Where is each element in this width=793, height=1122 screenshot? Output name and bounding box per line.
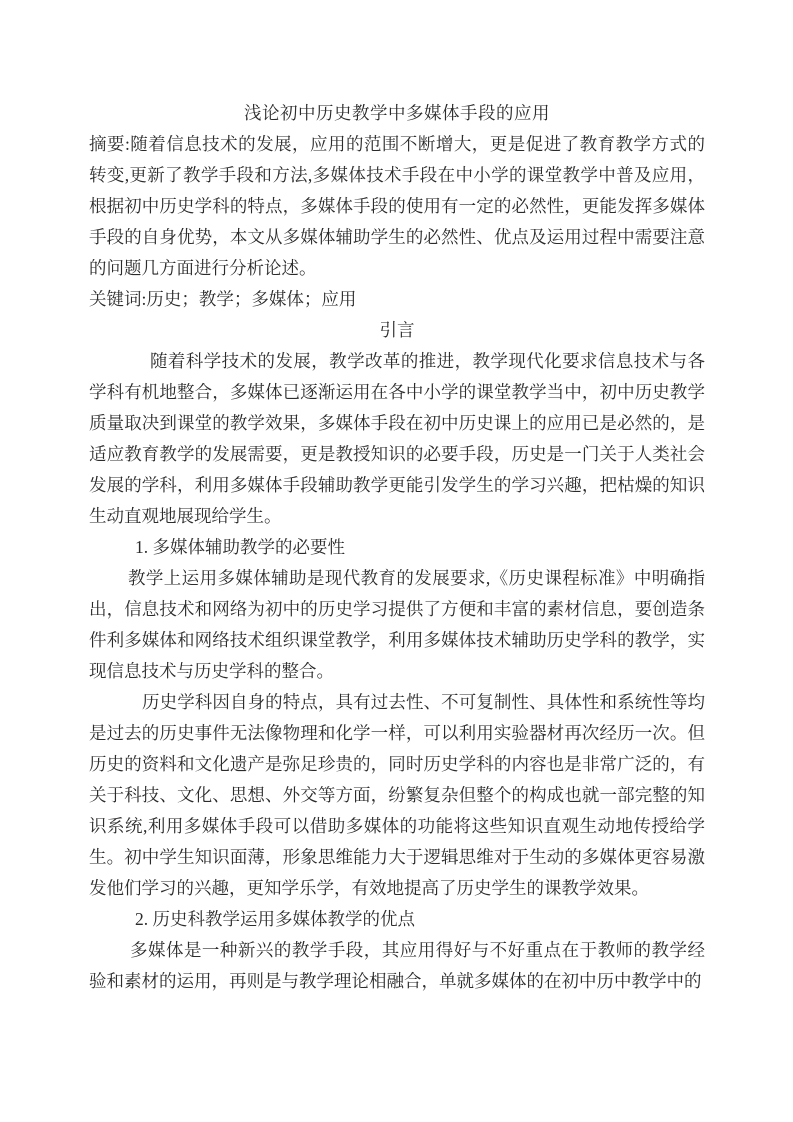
introduction-paragraph: 随着科学技术的发展，教学改革的推进，教学现代化要求信息技术与各学科有机地整合，多媒体已逐渐运用在各中小学的课堂教学当中，初中历史教学质量取决到课堂的教学效果，多媒体手段在初中历史课上的应用已是必然的，是适应教育教学的发展需要，更是教授知识的必要手段，历史是一门关于人类社会发展的学科，利用多媒体手段辅助教学更能引发学生的学习兴趣，把枯燥的知识生动直观地展现给学生。 bbox=[89, 351, 705, 526]
section-1-paragraph-2: 历史学科因自身的特点，具有过去性、不可复制性、具体性和系统性等均是过去的历史事件无法像物理和化学一样，可以利用实验器材再次经历一次。但历史的资料和文化遗产是弥足珍贵的，同时历史学科的内容也是非常广泛的，有关于科技、文化、思想、外交等方面，纷繁复杂但整个的构成也就一部完整的知识系统,利用多媒体手段可以借助多媒体的功能将这些知识直观生动地传授给学生。初中学生知识面薄，形象思维能力大于逻辑思维对于生动的多媒体更容易激发他们学习的兴趣，更知学乐学，有效地提高了历史学生的课教学效果。 bbox=[89, 692, 705, 898]
introduction-heading: 引言 bbox=[379, 320, 415, 340]
section-2-heading: 2. 历史科教学运用多媒体教学的优点 bbox=[135, 909, 415, 929]
document-title: 浅论初中历史教学中多媒体手段的应用 bbox=[244, 103, 550, 123]
section-1-paragraph-1: 教学上运用多媒体辅助是现代教育的发展要求,《历史课程标准》中明确指出，信息技术和网络为初中的历史学习提供了方便和丰富的素材信息，要创造条件利多媒体和网络技术组织课堂教学，利用多媒体技术辅助历史学科的教学，实现信息技术与历史学科的整合。 bbox=[89, 568, 705, 681]
section-1-heading: 1. 多媒体辅助教学的必要性 bbox=[135, 537, 345, 557]
abstract-paragraph: 摘要:随着信息技术的发展，应用的范围不断增大，更是促进了教育教学方式的转变,更新了教学手段和方法,多媒体技术手段在中小学的课堂教学中普及应用，根据初中历史学科的特点，多媒体手段的使用有一定的必然性，更能发挥多媒体手段的自身优势，本文从多媒体辅助学生的必然性、优点及运用过程中需要注意的问题几方面进行分析论述。 bbox=[89, 134, 705, 278]
section-2-paragraph-1: 多媒体是一种新兴的教学手段，其应用得好与不好重点在于教师的教学经验和素材的运用，再则是与教学理论相融合，单就多媒体的在初中历中教学中的 bbox=[89, 940, 705, 991]
keywords-line: 关键词:历史；教学；多媒体；应用 bbox=[89, 289, 357, 309]
